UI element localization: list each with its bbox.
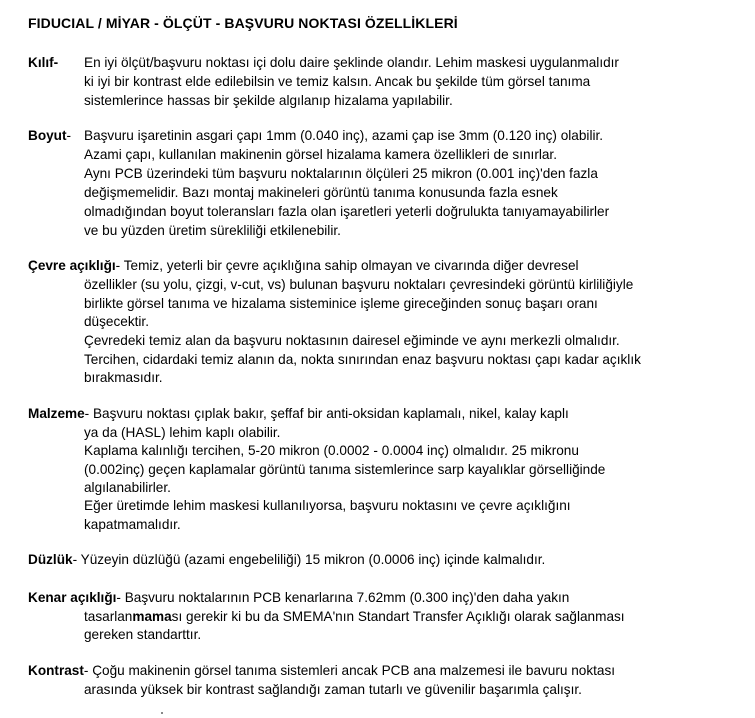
section-malzeme-line: algılanabilirler. xyxy=(84,480,171,495)
section-cevre-line: Çevredeki temiz alan da başvuru noktasının dairesel eğiminde ve aynı merkezli olmalıdır. xyxy=(84,333,620,348)
section-kontrast-heading: Kontrast- Çoğu makinenin görsel tanıma sistemleri ancak PCB ana malzemesi ile bavuru noktası xyxy=(28,663,616,678)
section-cevre-line: düşecektir. xyxy=(84,314,149,329)
section-duzluk-heading: Düzlük- Yüzeyin düzlüğü (azami engebeliliği) 15 mikron (0.0006 inç) içinde kalmalıdır. xyxy=(28,552,546,567)
section-kilif-line: sistemlerince hassas bir şekilde algılanıp hizalama yapılabilir. xyxy=(84,93,453,108)
section-cevre-line: Tercihen, cidardaki temiz alanın da, nokta sınırından enaz başvuru noktası çapı kadar açıklık xyxy=(84,352,641,367)
section-kontrast-label: Kontrast xyxy=(28,663,84,678)
section-malzeme-line: Kaplama kalınlığı tercihen, 5-20 mikron (0.0002 - 0.0004 inç) olmalıdır. 25 mikronu xyxy=(84,443,579,458)
section-cevre-line: birlikte görsel tanıma ve hizalama sisteminice işleme gireceğinden sonuç başarı oranı xyxy=(84,296,598,311)
section-cevre-heading: Çevre açıklığı- Temiz, yeterli bir çevre açıklığına sahip olmayan ve civarında diğer devresel xyxy=(28,258,579,273)
section-kenar-heading: Kenar açıklığı- Başvuru noktalarının PCB kenarlarına 7.62mm (0.300 inç)'den daha yakın xyxy=(28,590,570,605)
section-boyut-line: Başvuru işaretinin asgari çapı 1mm (0.040 inç), azami çap ise 3mm (0.120 inç) olabilir. xyxy=(84,128,604,143)
section-malzeme-line: Eğer üretimde lehim maskesi kullanılıyorsa, başvuru noktasını ve çevre açıklığını xyxy=(84,498,571,513)
section-boyut-line: değişmemelidir. Bazı montaj makineleri görüntü tanıma konusunda fazla esnek xyxy=(84,185,558,200)
section-duzluk-label: Düzlük xyxy=(28,552,73,567)
section-cevre-label: Çevre açıklığı xyxy=(28,258,116,273)
section-malzeme-line: kapatmamalıdır. xyxy=(84,517,181,532)
section-malzeme-label: Malzeme xyxy=(28,406,85,421)
section-kenar-label: Kenar açıklığı xyxy=(28,590,117,605)
page-mark xyxy=(161,712,163,714)
page-title: FIDUCIAL / MİYAR - ÖLÇÜT - BAŞVURU NOKTASI ÖZELLİKLERİ xyxy=(28,15,458,31)
section-boyut-line: ve bu yüzden üretim sürekliliği etkilenebilir. xyxy=(84,223,341,238)
section-malzeme-line: (0.002inç) geçen kaplamalar görüntü tanıma sistemlerince sarp kayalıklar görselliğinde xyxy=(84,462,606,477)
section-kilif-label: Kılıf- xyxy=(28,55,59,70)
section-boyut-label: Boyut xyxy=(28,128,67,143)
section-kilif-line: En iyi ölçüt/başvuru noktası içi dolu daire şeklinde olandır. Lehim maskesi uygulanmalıdır xyxy=(84,55,619,70)
section-boyut-line: Aynı PCB üzerindeki tüm başvuru noktalarının ölçüleri 25 mikron (0.001 inç)'den fazla xyxy=(84,166,598,181)
section-cevre-line: bırakmasıdır. xyxy=(84,370,163,385)
section-boyut-heading: Boyut- xyxy=(28,128,72,143)
section-cevre-line: özellikler (su yolu, çizgi, v-cut, vs) bulunan başvuru noktaları çevresindeki görüntü kirliliğiyle xyxy=(84,277,634,292)
section-kontrast-line: arasında yüksek bir kontrast sağlandığı zaman tutarlı ve güvenilir başarımla çalışır. xyxy=(84,682,582,697)
section-boyut-line: olmadığından boyut toleransları fazla olan işaretleri yeterli doğrulukta tanıyamayabilirler xyxy=(84,204,610,219)
section-kenar-line: gereken standarttır. xyxy=(84,627,202,642)
section-boyut-line: Azami çapı, kullanılan makinenin görsel hizalama kamera özellikleri de sınırlar. xyxy=(84,147,557,162)
section-kilif-line: ki iyi bir kontrast elde edilebilsin ve temiz kalsın. Ancak bu şekilde tüm görsel tanıma xyxy=(84,74,591,89)
section-malzeme-heading: Malzeme- Başvuru noktası çıplak bakır, şeffaf bir anti-oksidan kaplamalı, nikel, kalay kaplı xyxy=(28,406,569,421)
section-kenar-line: tasarlanmaması gerekir ki bu da SMEMA'nın Standart Transfer Açıklığı olarak sağlanması xyxy=(84,609,625,624)
section-malzeme-line: ya da (HASL) lehim kaplı olabilir. xyxy=(84,425,281,440)
